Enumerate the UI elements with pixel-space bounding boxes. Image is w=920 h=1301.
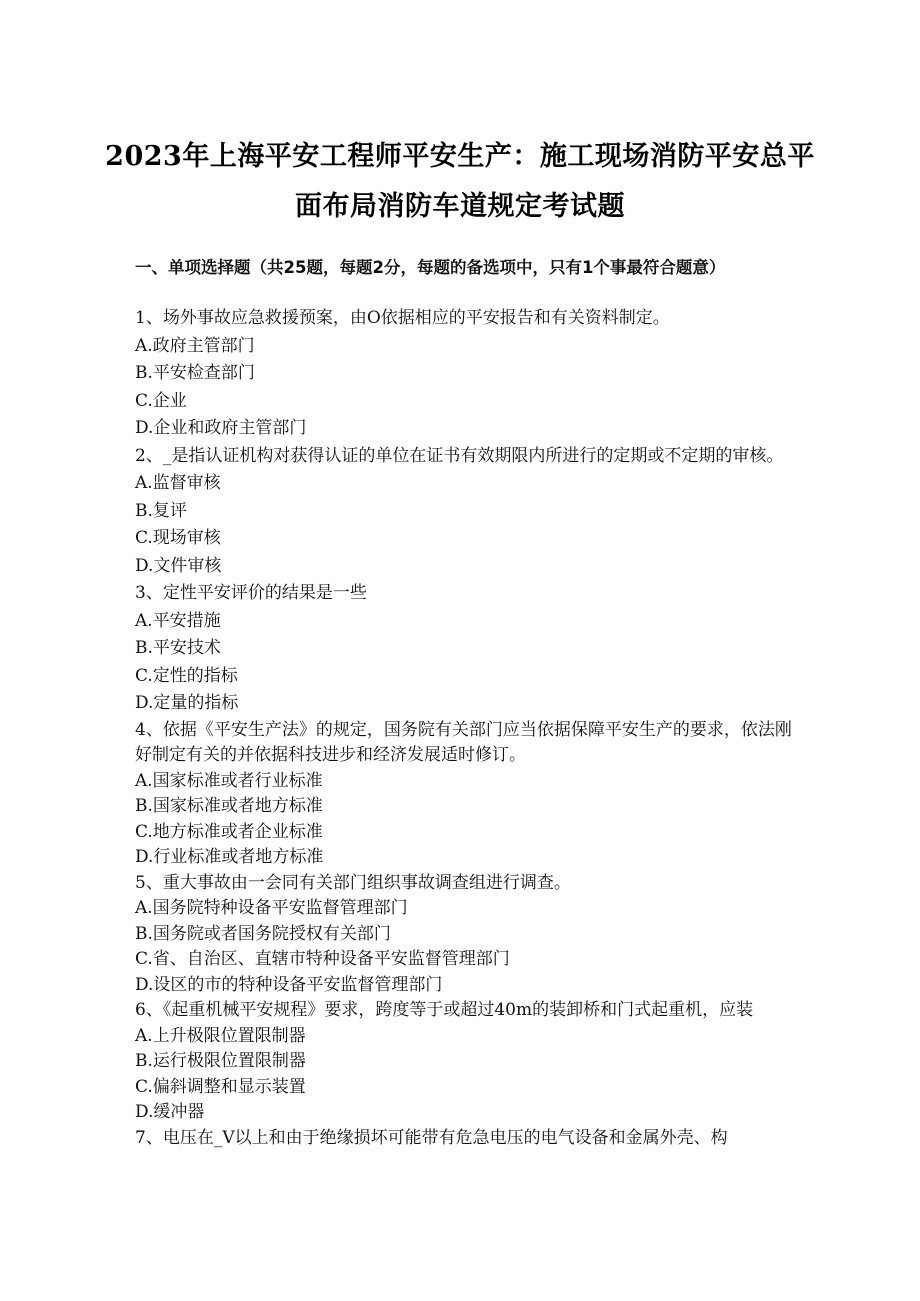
option-d: D.定量的指标 — [135, 693, 239, 713]
question-stem: 6、《起重机械平安规程》要求，跨度等于或超过40m的装卸桥和门式起重机，应装 — [135, 1000, 754, 1020]
option-b: B.运行极限位置限制器 — [135, 1051, 306, 1071]
question-stem: 2、_是指认证机构对获得认证的单位在证书有效期限内所进行的定期或不定期的审核。 — [135, 445, 784, 466]
option-b: B.复评 — [135, 500, 187, 521]
option-c: C.企业 — [135, 390, 187, 411]
question-list — [135, 305, 795, 1151]
option-a: A.国家标准或者行业标准 — [135, 770, 323, 791]
option-a: A.平安措施 — [135, 610, 221, 631]
option-d: D.设区的市的特种设备平安监督管理部门 — [135, 974, 443, 995]
question-7 — [135, 1126, 795, 1152]
question-6 — [135, 998, 795, 1126]
option-d: D.行业标准或者地方标准 — [135, 847, 324, 867]
section-heading: 一、单项选择题（共25题，每题2分，每题的备选项中，只有1个事最符合题意） — [135, 258, 726, 277]
option-c: C.现场审核 — [135, 528, 221, 548]
question-3 — [135, 580, 795, 718]
question-5 — [135, 871, 795, 999]
option-b: B.国家标准或者地方标准 — [135, 796, 323, 816]
option-c: C.地方标准或者企业标准 — [135, 821, 323, 842]
option-b: B.平安检查部门 — [135, 363, 255, 383]
question-stem: 7、电压在_V以上和由于绝缘损坏可能带有危急电压的电气设备和金属外壳、构 — [135, 1127, 728, 1148]
option-a: A.国务院特种设备平安监督管理部门 — [135, 898, 408, 918]
document-title-line-1: 2023年上海平安工程师平安生产：施工现场消防平安总平 — [105, 141, 815, 172]
option-c: C.定性的指标 — [135, 665, 238, 686]
option-b: B.平安技术 — [135, 638, 221, 658]
question-stem: 5、重大事故由一会同有关部门组织事故调查组进行调查。 — [135, 872, 571, 893]
option-c: C.偏斜调整和显示装置 — [135, 1076, 306, 1097]
question-4 — [135, 718, 795, 871]
option-d: D.缓冲器 — [135, 1102, 205, 1122]
option-c: C.省、自治区、直辖市特种设备平安监督管理部门 — [135, 949, 510, 969]
question-stem: 4、依据《平安生产法》的规定，国务院有关部门应当依据保障平安生产的要求，依法刚好制定有关的并依据科技进步和经济发展适时修订。 — [135, 719, 792, 765]
question-stem: 3、定性平安评价的结果是一些 — [135, 583, 367, 603]
option-d: D.文件审核 — [135, 555, 222, 576]
option-a: A.上升极限位置限制器 — [135, 1025, 306, 1046]
option-d: D.企业和政府主管部门 — [135, 418, 307, 438]
document-title-line-2: 面布局消防车道规定考试题 — [295, 191, 625, 222]
option-b: B.国务院或者国务院授权有关部门 — [135, 923, 391, 944]
option-a: A.监督审核 — [135, 473, 221, 493]
question-2 — [135, 443, 795, 581]
question-1 — [135, 305, 795, 443]
question-stem: 1、场外事故应急救援预案，由O依据相应的平安报告和有关资料制定。 — [135, 308, 670, 328]
option-a: A.政府主管部门 — [135, 335, 255, 356]
